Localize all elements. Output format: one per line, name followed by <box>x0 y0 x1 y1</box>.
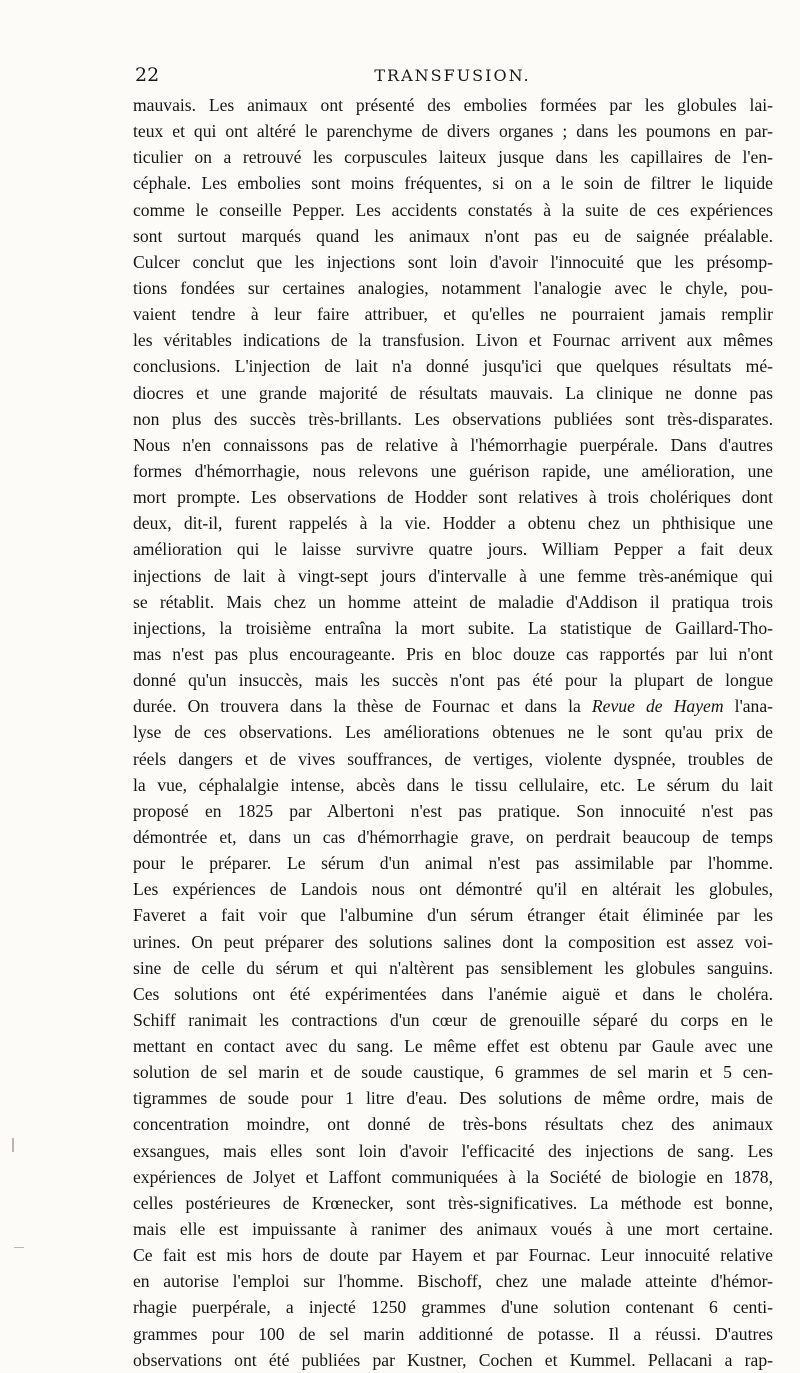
text-line: Faveret a fait voir que l'albumine d'un sérum étranger était éliminée par les <box>133 905 773 926</box>
text-line: Culcer conclut que les injections sont loin d'avoir l'innocuité que les présomp- <box>133 251 773 272</box>
text-line: expériences de Jolyet et Laffont communiquées à la Société de biologie en 1878, <box>133 1166 773 1187</box>
text-line: pour le préparer. Le sérum d'un animal n'est pas assimilable par l'homme. <box>133 853 773 874</box>
text-line: non plus des succès très-brillants. Les observations publiées sont très-disparates. <box>133 408 773 429</box>
text-line: observations ont été publiées par Kustner, Cochen et Kummel. Pellacani a rap- <box>133 1349 773 1370</box>
text-line: Nous n'en connaissons pas de relative à l'hémorrhagie puerpérale. Dans d'autres <box>133 434 773 455</box>
text-line: tigrammes de soude pour 1 litre d'eau. Des solutions de même ordre, mais de <box>133 1088 773 1109</box>
text-line: diocres et une grande majorité de résultats mauvais. La clinique ne donne pas <box>133 382 773 403</box>
text-line: comme le conseille Pepper. Les accidents constatés à la suite de ces expériences <box>133 199 773 220</box>
text-line: Ces solutions ont été expérimentées dans l'anémie aiguë et dans le choléra. <box>133 983 773 1004</box>
text-line: mettant en contact avec du sang. Le même effet est obtenu par Gaule avec une <box>133 1036 773 1057</box>
text-line-end: l'ana- <box>723 696 774 717</box>
text-line: injections de lait à vingt-sept jours d'intervalle à une femme très-anémique qui <box>133 565 773 586</box>
text-line: exsangues, mais elles sont loin d'avoir l'efficacité des injections de sang. Les <box>133 1140 773 1161</box>
text-line: mas n'est pas plus encourageante. Pris en bloc douze cas rapportés par lui n'ont <box>133 643 773 664</box>
text-line: en autorise l'emploi sur l'homme. Bischoff, chez une malade atteinte d'hémor- <box>133 1271 773 1292</box>
text-line: urines. On peut préparer des solutions salines dont la composition est assez voi- <box>133 931 773 952</box>
margin-mark <box>12 1138 14 1152</box>
page-header <box>135 64 770 88</box>
text-line: ticulier on a retrouvé les corpuscules laiteux jusque dans les capillaires de l'en- <box>133 147 773 168</box>
running-title: TRANSFUSION. <box>374 66 531 85</box>
text-line: proposé en 1825 par Albertoni n'est pas pratique. Son innocuité n'est pas <box>133 800 773 821</box>
margin-mark <box>14 1247 24 1248</box>
text-line: mais elle est impuissante à ranimer des animaux voués à une mort certaine. <box>133 1219 773 1240</box>
text-line-start: durée. On trouvera dans la thèse de Fournac et dans la <box>133 696 592 717</box>
text-line: formes d'hémorrhagie, nous relevons une guérison rapide, une amélioration, une <box>133 460 773 481</box>
text-line: sine de celle du sérum et qui n'altèrent pas sensiblement les globules sanguins. <box>133 957 773 978</box>
text-line: mauvais. Les animaux ont présenté des embolies formées par les globules lai- <box>133 95 773 115</box>
text-line: les véritables indications de la transfusion. Livon et Fournac arrivent aux mêmes <box>133 330 773 351</box>
text-line: Schiff ranimait les contractions d'un cœur de grenouille séparé du corps en le <box>133 1009 773 1030</box>
text-line: vaient tendre à leur faire attribuer, et qu'elles ne pourraient jamais remplir <box>133 304 773 325</box>
text-line: démontrée et, dans un cas d'hémorrhagie grave, on perdrait beaucoup de temps <box>133 826 773 847</box>
text-line: concentration moindre, ont donné de très-bons résultats chez des animaux <box>133 1114 773 1135</box>
text-line: Les expériences de Landois nous ont démontré qu'il en altérait les globules, <box>133 879 773 900</box>
page-number: 22 <box>135 64 160 86</box>
text-line: grammes pour 100 de sel marin additionné de potasse. Il a réussi. D'autres <box>133 1323 773 1344</box>
text-line: se rétablit. Mais chez un homme atteint de maladie d'Addison il pratiqua trois <box>133 591 773 612</box>
text-line: céphale. Les embolies sont moins fréquentes, si on a le soin de filtrer le liquide <box>133 173 773 194</box>
text-line: Ce fait est mis hors de doute par Hayem et par Fournac. Leur innocuité relative <box>133 1245 773 1266</box>
text-line: tions fondées sur certaines analogies, notamment l'analogie avec le chyle, pou- <box>133 277 773 298</box>
text-line: solution de sel marin et de soude caustique, 6 grammes de sel marin et 5 cen- <box>133 1062 773 1083</box>
body-text <box>133 92 773 1373</box>
text-line: donné qu'un insuccès, mais les succès n'ont pas été pour la plupart de longue <box>133 670 773 691</box>
text-line: rhagie puerpérale, a injecté 1250 grammes d'une solution contenant 6 centi- <box>133 1297 773 1318</box>
text-line: réels dangers et de vives souffrances, de vertiges, violente dyspnée, troubles de <box>133 748 773 769</box>
text-line: injections, la troisième entraîna la mort subite. La statistique de Gaillard-Tho- <box>133 617 773 638</box>
text-line: sont surtout marqués quand les animaux n'ont pas eu de saignée préalable. <box>133 225 773 246</box>
text-line: celles postérieures de Krœnecker, sont très-significatives. La méthode est bonne, <box>133 1192 773 1213</box>
text-line <box>133 693 773 719</box>
text-line: mort prompte. Les observations de Hodder sont relatives à trois cholériques dont <box>133 487 773 508</box>
journal-title: Revue de Hayem <box>591 696 724 717</box>
text-line: lyse de ces observations. Les améliorations obtenues ne le sont qu'au prix de <box>133 722 773 743</box>
text-line: deux, dit-il, furent rappelés à la vie. Hodder a obtenu chez un phthisique une <box>133 513 773 534</box>
text-line: amélioration qui le laisse survivre quatre jours. William Pepper a fait deux <box>133 539 773 560</box>
text-line: la vue, céphalalgie intense, abcès dans le tissu cellulaire, etc. Le sérum du lait <box>133 774 773 795</box>
text-line: teux et qui ont altéré le parenchyme de divers organes ; dans les poumons en par- <box>133 121 773 142</box>
text-line: conclusions. L'injection de lait n'a donné jusqu'ici que quelques résultats mé- <box>133 356 773 377</box>
